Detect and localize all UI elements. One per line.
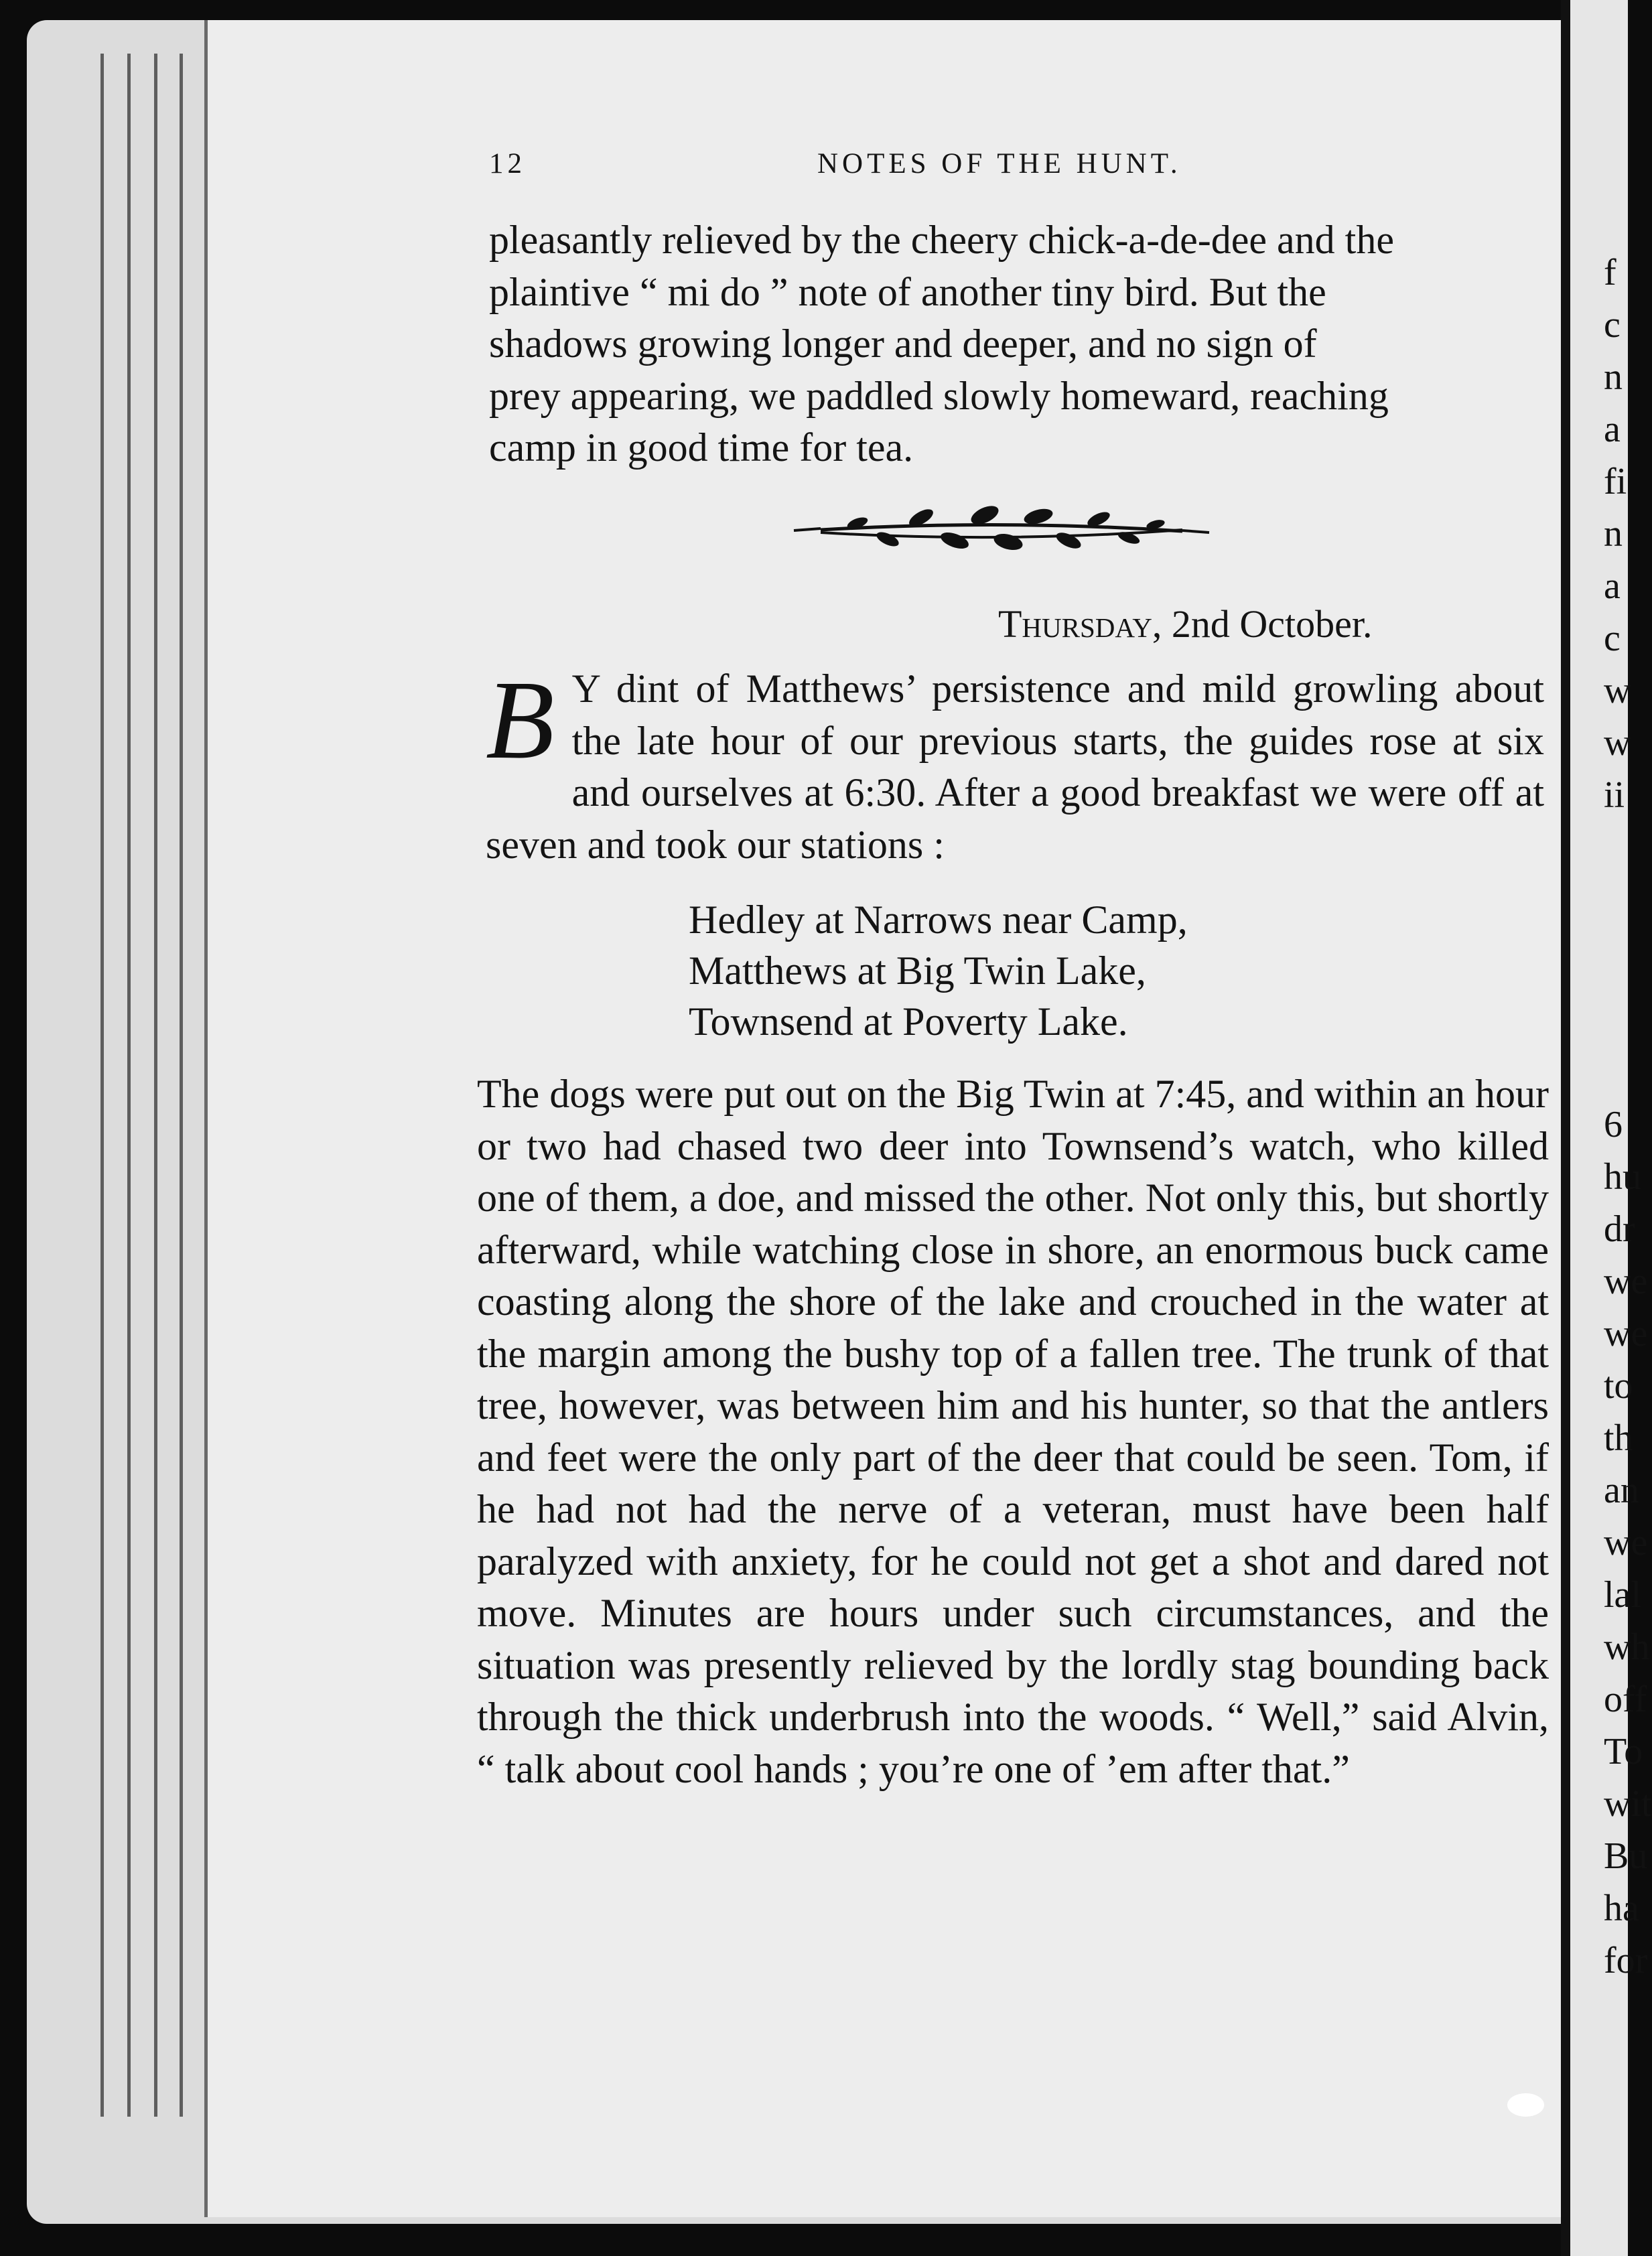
running-head-title: NOTES OF THE HUNT.	[817, 148, 1182, 180]
station-item: Townsend at Poverty Lake.	[689, 999, 1128, 1044]
paragraph-continued	[489, 214, 1547, 474]
text-line: camp in good time for tea.	[489, 425, 914, 470]
paragraph-hunt	[477, 1068, 1549, 1795]
page-edge-line	[100, 54, 104, 2117]
station-item: Matthews at Big Twin Lake,	[689, 948, 1146, 993]
facing-page-text: 6 hu dr we we to th an we lal wh off To wit Bu ha for	[1604, 1104, 1652, 1981]
facing-page-text: f c n a fi n a c w w ii	[1604, 252, 1631, 816]
drop-cap: B	[486, 658, 555, 782]
facing-page-edge	[1561, 0, 1652, 2256]
text-line: pleasantly relieved by the cheery chick-a-de-dee and the	[489, 218, 1394, 262]
book-page	[204, 20, 1574, 2217]
stations-list	[689, 894, 1188, 1047]
station-item: Hedley at Narrows near Camp,	[689, 898, 1188, 942]
dateline-weekday: Thursday,	[998, 602, 1162, 646]
paper-blemish	[1507, 2093, 1544, 2117]
leaf-ornament-icon	[794, 499, 1209, 563]
book-page-stack	[27, 20, 1574, 2224]
page-edge-line	[154, 54, 157, 2117]
page-number: 12	[489, 148, 526, 180]
text-line: plaintive “ mi do ” note of another tiny bird. But the	[489, 269, 1326, 314]
paragraph-thursday	[486, 658, 1544, 871]
paragraph-body: The dogs were put out on the Big Twin at 7:45, and within an hour or two had chased two deer into Townsend’s watch, who killed one of them, a doe, and missed the other. Not only this, but shortly afterward, while watching close in shore, an enormous buck came coasting along the shore of the lake and crouched in the water at the margin among the bushy top of a fallen tree. The trunk of that tree, however, was between him and his hunter, so that the antlers and feet were the only part of the deer that could be seen. Tom, if he had not had the nerve of a veteran, must have been half paralyzed with anxiety, for he could not get a shot and dared not move. Minutes are hours under such circumstances, and the situation was presently relieved by the lordly stag bounding back through the thick underbrush into the woods. “ Well,” said Alvin, “ talk about cool hands ; you’re one of ’em after that.”	[477, 1072, 1549, 1791]
paragraph-body: Y dint of Matthews’ persistence and mild growling about the late hour of our previous starts, the guides rose at six and ourselves at 6:30. After a good breakfast we were off at seven and took our stations :	[486, 666, 1544, 867]
text-line: shadows growing longer and deeper, and no sign of	[489, 322, 1317, 366]
running-head	[208, 147, 1574, 194]
text-line: prey appearing, we paddled slowly homeward, reaching	[489, 373, 1389, 418]
page-edge-line	[180, 54, 183, 2117]
page-edge-line	[127, 54, 131, 2117]
dateline-date: 2nd October.	[1162, 602, 1373, 646]
dateline	[998, 602, 1372, 646]
